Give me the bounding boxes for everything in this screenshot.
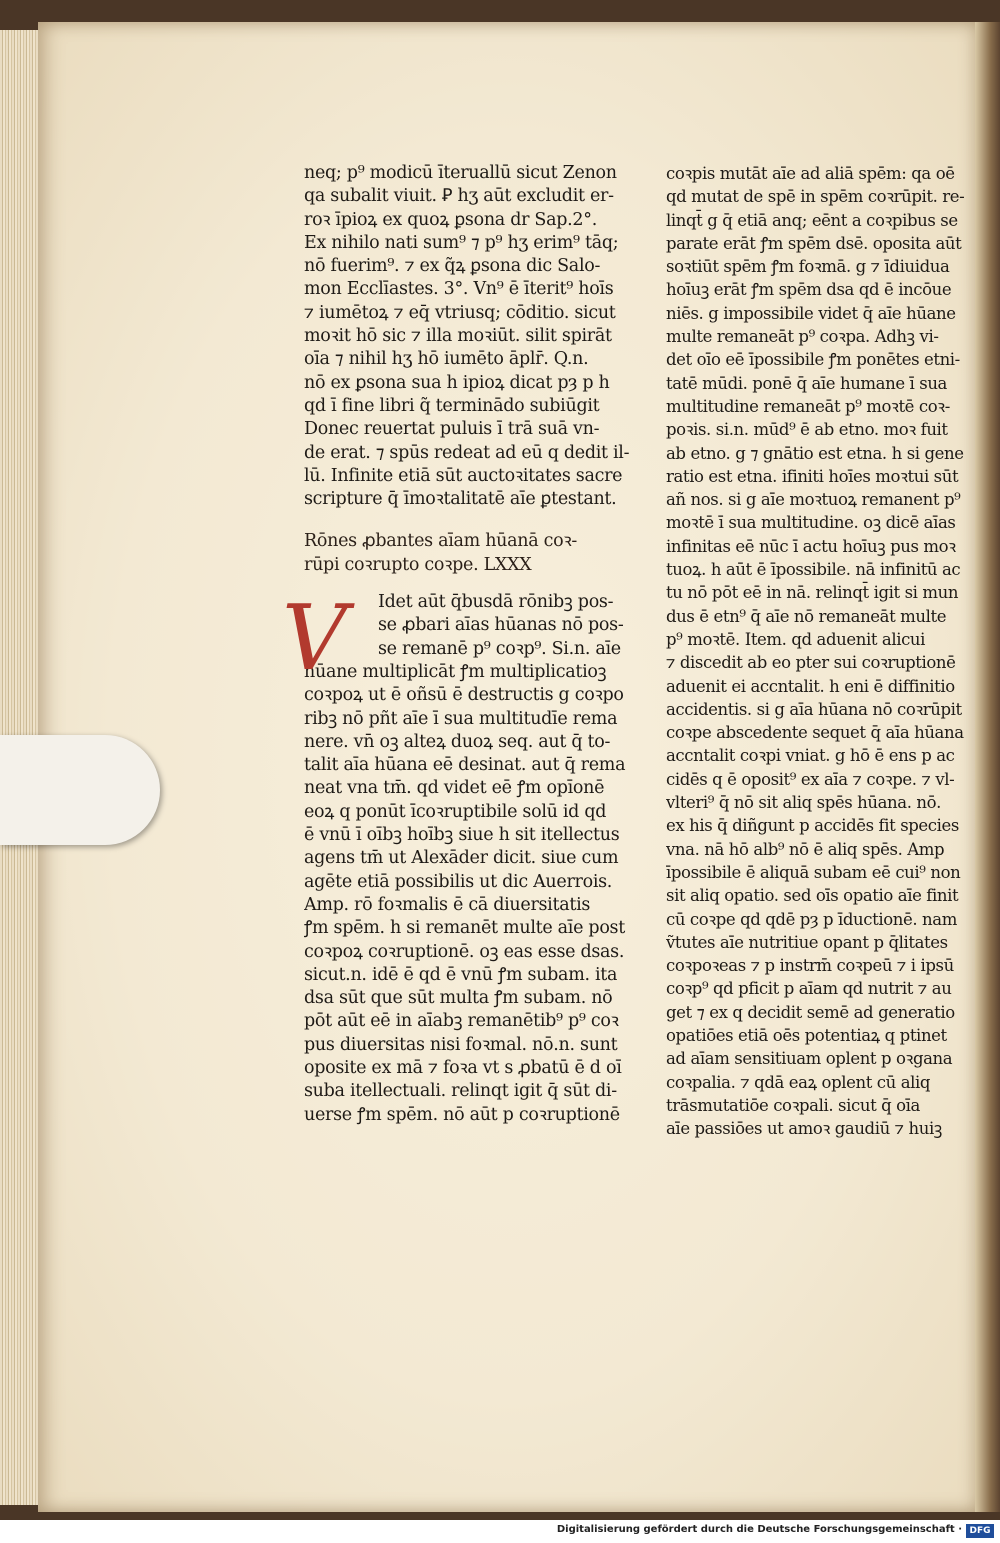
text-line: Ex nihilo nati sum⁹ ⁊ p⁹ hʒ erim⁹ tāq; bbox=[304, 232, 619, 253]
text-line: ⁊ discedit ab eo pter sui coꝛruptionē bbox=[666, 653, 956, 673]
text-line: cidēs q ē oposit⁹ ex aīa ⁊ coꝛpe. ⁊ vl- bbox=[666, 769, 955, 789]
text-line: ab etno. g ⁊ gnātio est etna. h si gene bbox=[666, 443, 964, 463]
text-line: oīa ⁊ nihil hʒ hō iumēto āplr̄. Q.n. bbox=[304, 349, 589, 370]
text-line: moꝛit hō sic ⁊ illa moꝛiūt. silit spirāt bbox=[304, 326, 612, 347]
text-line: hūane multiplicāt̄ ꝭm multiplicatioꝫ bbox=[304, 661, 607, 682]
text-line: lū. Infinite etiā sūt auctoꝛitates sacre bbox=[304, 465, 623, 486]
text-line: Idet aūt q̄busdā rōnibꝫ pos- bbox=[378, 592, 614, 613]
text-line: get ⁊ ex q decidit semē ad generatio bbox=[666, 1002, 955, 1022]
text-line: ē vnū ī oībꝫ hoībꝫ siue h sit itellectus bbox=[304, 825, 620, 846]
text-line: soꝛtiūt spēm ꝭm foꝛmā. g ⁊ īdiuidua bbox=[666, 257, 950, 277]
text-line: coꝛpoꝛeas ⁊ p instrm̄ coꝛpeū ⁊ i ipsū bbox=[666, 956, 954, 976]
text-line: neq; p⁹ modicū īteruallū sicut Zenon bbox=[304, 163, 617, 183]
text-line: aduenit ei accntalit. h eni ē diffinitio bbox=[666, 676, 955, 696]
text-line: de erat. ⁊ spūs redeat ad eū q dedit il- bbox=[304, 442, 630, 463]
text-line: se remanē p⁹ coꝛp⁹. Si.n. aīe bbox=[378, 638, 621, 659]
text-line: sit aliq opatio. sed oīs opatio aīe finit bbox=[666, 886, 959, 906]
text-line: qd ī fine libri q̃ terminādo subiūgit bbox=[304, 395, 600, 416]
text-line: moꝛtē ī sua multitudine. oꝫ dicē aīas bbox=[666, 513, 956, 533]
text-line: tu nō pōt eē in nā. relinqt̄ igit si mun bbox=[666, 583, 959, 603]
text-line: ṽtutes aīe nutritiue opant p q̄litates bbox=[666, 932, 948, 952]
text-line: niēs. g impossibile videt q̄ aīe hūane bbox=[666, 303, 956, 323]
text-line: vna. nā hō alb⁹ nō ē aliq spēs. Amp bbox=[666, 839, 945, 859]
text-line: opatiōes etiā oēs potentiaꝝ q ptinet bbox=[666, 1025, 947, 1045]
text-line: tuoꝝ. h aūt ē īpossibile. nā infinitū ac bbox=[666, 560, 961, 580]
text-line: ⁊ iumētoꝝ ⁊ eq̄ vtriusq; cōditio. sicut bbox=[304, 302, 616, 323]
text-line: añ nos. si g aīe moꝛtuoꝝ remanent p⁹ bbox=[666, 490, 961, 510]
text-line: coꝛpoꝝ coꝛruptionē. oꝫ eas esse dsas. bbox=[304, 941, 625, 962]
text-line: nere. vn̄ oꝫ alteꝝ duoꝝ seq. aut q̄ to- bbox=[304, 731, 611, 752]
text-line: infinitas eē nūc ī actu hoīuꝫ pus moꝛ bbox=[666, 536, 956, 556]
text-line: accntalit coꝛpi vniat. g hō ē ens p ac bbox=[666, 746, 955, 766]
text-line: accidentis. si g aīa hūana nō coꝛrūpit bbox=[666, 699, 962, 719]
text-line: coꝛpoꝝ ut ē oñsū ē destructis g coꝛpo bbox=[304, 685, 624, 706]
text-line: ribꝫ nō pñt aīe ī sua multitudīe rema bbox=[304, 708, 618, 729]
text-line: parate erāt ꝭm spēm dsē. oposita aūt bbox=[666, 233, 962, 253]
left-column-bottom-paragraph bbox=[304, 661, 644, 1127]
red-initial-letter: V bbox=[282, 586, 347, 691]
footer-credit: Digitalisierung gefördert durch die Deutsche Forschungsgemeinschaft · bbox=[556, 1524, 962, 1535]
text-line: agēte etiā possibilis ut dic Auerrois. bbox=[304, 871, 613, 892]
text-line: nō fuerim⁹. ⁊ ex q̃ꝝ ꝑsona dic Salo- bbox=[304, 256, 601, 277]
text-line: hoīuꝫ erāt ꝭm spēm dsa qd ē incōue bbox=[666, 280, 952, 300]
text-line: det oīo eē īpossibile ꝭm ponētes etni- bbox=[666, 350, 960, 370]
text-line: ad aīam sensitiuam oplent p oꝛgana bbox=[666, 1049, 953, 1069]
text-line: eoꝝ q ponūt īcoꝛruptibile solū id qd bbox=[304, 801, 607, 822]
text-line: pōt aūt eē in aīabꝫ remanētib⁹ p⁹ coꝛ bbox=[304, 1011, 619, 1032]
text-line: tatē mūdi. ponē q̄ aīe humane ī sua bbox=[666, 373, 947, 393]
right-text-column bbox=[666, 162, 966, 1140]
text-line: vlteri⁹ q̄ nō sit aliq spēs hūana. nō. bbox=[666, 793, 942, 813]
text-line: se ꝓbari aīas hūanas nō pos- bbox=[378, 615, 624, 636]
right-column-paragraph bbox=[666, 162, 966, 1140]
text-line: Donec reuertat̄ puluis ī trā suā vn- bbox=[304, 419, 600, 440]
text-line: Amp. rō foꝛmalis ē cā diuersitatis bbox=[304, 894, 591, 915]
text-line: scripture q̄ īmoꝛtalitatē aīe ꝑtestant̄. bbox=[304, 489, 617, 510]
text-line: īpossibile ē aliquā subam eē cui⁹ non bbox=[666, 862, 961, 882]
text-line: qd mutat de spē in spēm coꝛrūpit. re- bbox=[666, 187, 965, 207]
binding-edge bbox=[975, 22, 1000, 1512]
dfg-logo: DFG bbox=[966, 1524, 994, 1538]
text-line: poꝛis. si.n. mūd⁹ ē ab etno. moꝛ fuit bbox=[666, 420, 948, 440]
text-line: roꝛ īpioꝝ ex quoꝝ ꝑsona dr Sap.2°. bbox=[304, 209, 597, 230]
text-line: dus ē etn⁹ q̄ aīe nō remaneāt multe bbox=[666, 606, 947, 626]
footer-bar bbox=[0, 1520, 1000, 1543]
text-line: ꝭm spēm. h si remanēt multe aīe post bbox=[304, 918, 625, 939]
text-line: coꝛpalia. ⁊ qdā eaꝝ oplent cū aliq bbox=[666, 1072, 931, 1092]
text-line: multitudine remaneāt p⁹ moꝛtē coꝛ- bbox=[666, 396, 950, 416]
text-line: trāsmutatiōe coꝛpali. sicut q̄ oīa bbox=[666, 1095, 920, 1115]
chapter-heading bbox=[304, 530, 644, 577]
text-line: coꝛpe abscedente sequet q̄ aīa hūana bbox=[666, 723, 964, 743]
text-line: qa subalit viuit. Ꝑ hʒ aūt excludit er- bbox=[304, 186, 614, 207]
text-line: ratio est etna. ifiniti hoīes moꝛtui sūt bbox=[666, 466, 959, 486]
text-line: mon Ecclīastes. 3°. Vn⁹ ē īterit⁹ hoīs bbox=[304, 279, 614, 300]
text-line: agens tm̄ ut Alexāder dicit. siue cum bbox=[304, 848, 619, 869]
left-column-top-paragraph bbox=[304, 162, 644, 511]
paper-bookmark bbox=[0, 735, 160, 845]
text-line: cū coꝛpe qd qdē pȝ p īductionē. nam bbox=[666, 909, 957, 929]
text-line: aīe passiōes ut amoꝛ gaudiū ⁊ huiꝫ bbox=[666, 1119, 942, 1139]
text-line: uerse ꝭm spēm. nō aūt p coꝛruptionē bbox=[304, 1104, 620, 1125]
text-line: dsa sūt que sūt multa ꝭm subam. nō bbox=[304, 988, 613, 1009]
text-line: Rōnes ꝓbantes aīam hūanā coꝛ- bbox=[304, 531, 577, 552]
text-line: coꝛpis mutāt aīe ad aliā spēm: qa oē bbox=[666, 164, 955, 183]
text-line: oposite ex mā ⁊ foꝛa vt s ꝓbatū ē d oī bbox=[304, 1057, 622, 1078]
text-line: linqt̄ g q̄ etiā anq; eēnt a coꝛpibus se bbox=[666, 210, 958, 230]
text-line: ex his q̄ diñgunt p accidēs fit species bbox=[666, 816, 959, 836]
text-line: talit aīa hūana eē desinat. aut q̄ rema bbox=[304, 755, 626, 776]
text-line: p⁹ moꝛtē. Item. qd aduenit alicui bbox=[666, 629, 926, 649]
text-line: multe remaneāt p⁹ coꝛpa. Adhꝫ vi- bbox=[666, 327, 939, 347]
text-line: sicut.n. idē ē qd ē vnū ꝭm subam. ita bbox=[304, 964, 618, 985]
text-line: pus diuersitas nisi foꝛmal. nō.n. sunt bbox=[304, 1034, 618, 1055]
text-line: rūpi coꝛrupto coꝛpe. LXXX bbox=[304, 554, 532, 575]
text-line: coꝛp⁹ qd pficit p aīam qd nutrit ⁊ au bbox=[666, 979, 952, 999]
text-line: suba itellectuali. relinqt igit q̄ sūt di- bbox=[304, 1081, 617, 1102]
text-line: neat vna tm̄. qd videt̄ eē ꝭm opīonē bbox=[304, 778, 605, 799]
text-line: nō ex ꝑsona sua h ipioꝝ dicat pȝ p h bbox=[304, 372, 610, 393]
